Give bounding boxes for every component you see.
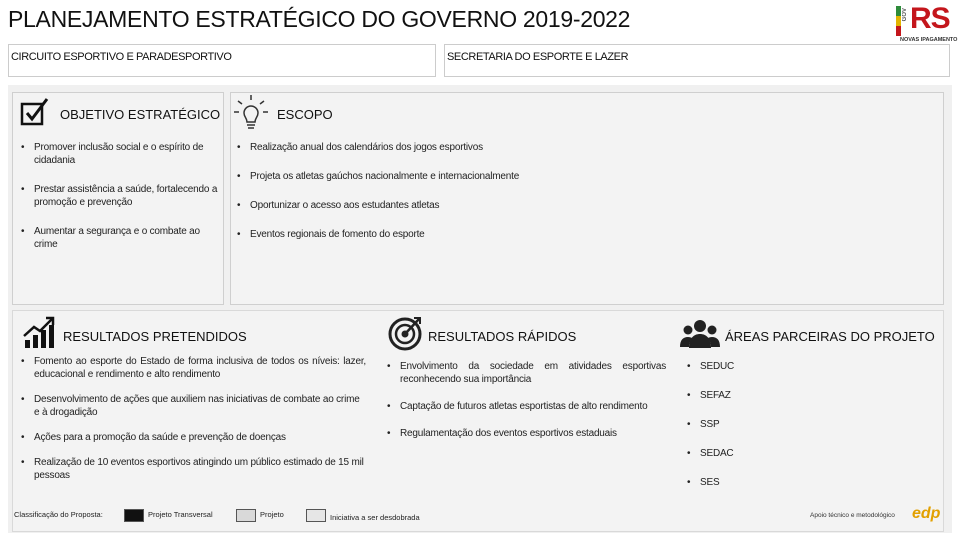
list-item: • Regulamentação dos eventos esportivos estaduais xyxy=(386,427,666,440)
partners-title: ÁREAS PARCEIRAS DO PROJETO xyxy=(725,329,935,344)
objective-list xyxy=(20,141,218,251)
list-item: • SEFAZ xyxy=(686,389,886,402)
quick-results-list xyxy=(386,360,666,440)
legend-project: Projeto xyxy=(260,510,284,519)
program-name-box: CIRCUITO ESPORTIVO E PARADESPORTIVO xyxy=(8,44,436,77)
scope-title: ESCOPO xyxy=(277,107,333,122)
edp-logo: edp xyxy=(912,505,941,522)
objective-title: OBJETIVO ESTRATÉGICO xyxy=(60,107,221,122)
legend-label: Classificação do Proposta: xyxy=(14,510,103,519)
legend-swatch-project xyxy=(236,509,256,522)
legend-transversal: Projeto Transversal xyxy=(148,510,213,519)
list-item: • Projeta os atletas gaúchos nacionalmente e internacionalmente xyxy=(236,170,926,183)
secretariat-box: SECRETARIA DO ESPORTE E LAZER xyxy=(444,44,950,77)
list-item: • Desenvolvimento de ações que auxiliem nas iniciativas de combate ao crime e à drogadição xyxy=(20,393,366,419)
scope-list xyxy=(236,141,926,241)
list-item: • SEDAC xyxy=(686,447,886,460)
list-item: • Oportunizar o acesso aos estudantes atletas xyxy=(236,199,926,212)
partners-list xyxy=(686,360,886,489)
list-item: • Envolvimento da sociedade em atividades esportivas reconhecendo sua importância xyxy=(386,360,666,386)
logo-rs-text: RS xyxy=(910,2,950,35)
list-item: • Aumentar a segurança e o combate ao crime xyxy=(20,225,218,251)
flag-stripes xyxy=(896,6,901,36)
legend-swatch-initiative xyxy=(306,509,326,522)
quick-results-title: RESULTADOS RÁPIDOS xyxy=(428,329,577,344)
legend-swatch-transversal xyxy=(124,509,144,522)
rs-government-logo xyxy=(892,2,958,46)
expected-results-list xyxy=(20,355,366,482)
list-item: • Prestar assistência a saúde, fortalecendo a promoção e prevenção xyxy=(20,183,218,209)
list-item: • SEDUC xyxy=(686,360,886,373)
support-text: Apoio técnico e metodológico xyxy=(810,512,895,519)
list-item: • Fomento ao esporte do Estado de forma inclusiva de todos os níveis: lazer, educacional e rendimento e alto rendimento xyxy=(20,355,366,381)
list-item: • Realização anual dos calendários dos jogos esportivos xyxy=(236,141,926,154)
page-title: PLANEJAMENTO ESTRATÉGICO DO GOVERNO 2019-2022 xyxy=(8,6,631,32)
list-item: • SSP xyxy=(686,418,886,431)
list-item: • Eventos regionais de fomento do esporte xyxy=(236,228,926,241)
expected-results-title: RESULTADOS PRETENDIDOS xyxy=(63,329,247,344)
list-item: • SES xyxy=(686,476,886,489)
logo-tagline: NOVAS IPAGAMENTO xyxy=(900,37,958,43)
legend-initiative: Iniciativa a ser desdobrada xyxy=(330,513,420,522)
list-item: • Promover inclusão social e o espírito de cidadania xyxy=(20,141,218,167)
list-item: • Captação de futuros atletas esportistas de alto rendimento xyxy=(386,400,666,413)
lightbulb-icon xyxy=(233,94,269,132)
target-icon xyxy=(386,314,424,352)
people-group-icon xyxy=(680,318,720,350)
checkbox-icon xyxy=(20,96,50,128)
list-item: • Ações para a promoção da saúde e prevenção de doenças xyxy=(20,431,366,444)
logo-gov-text: GOV xyxy=(902,8,908,22)
growth-chart-icon xyxy=(22,316,56,350)
list-item: • Realização de 10 eventos esportivos atingindo um público estimado de 15 mil pessoas xyxy=(20,456,366,482)
